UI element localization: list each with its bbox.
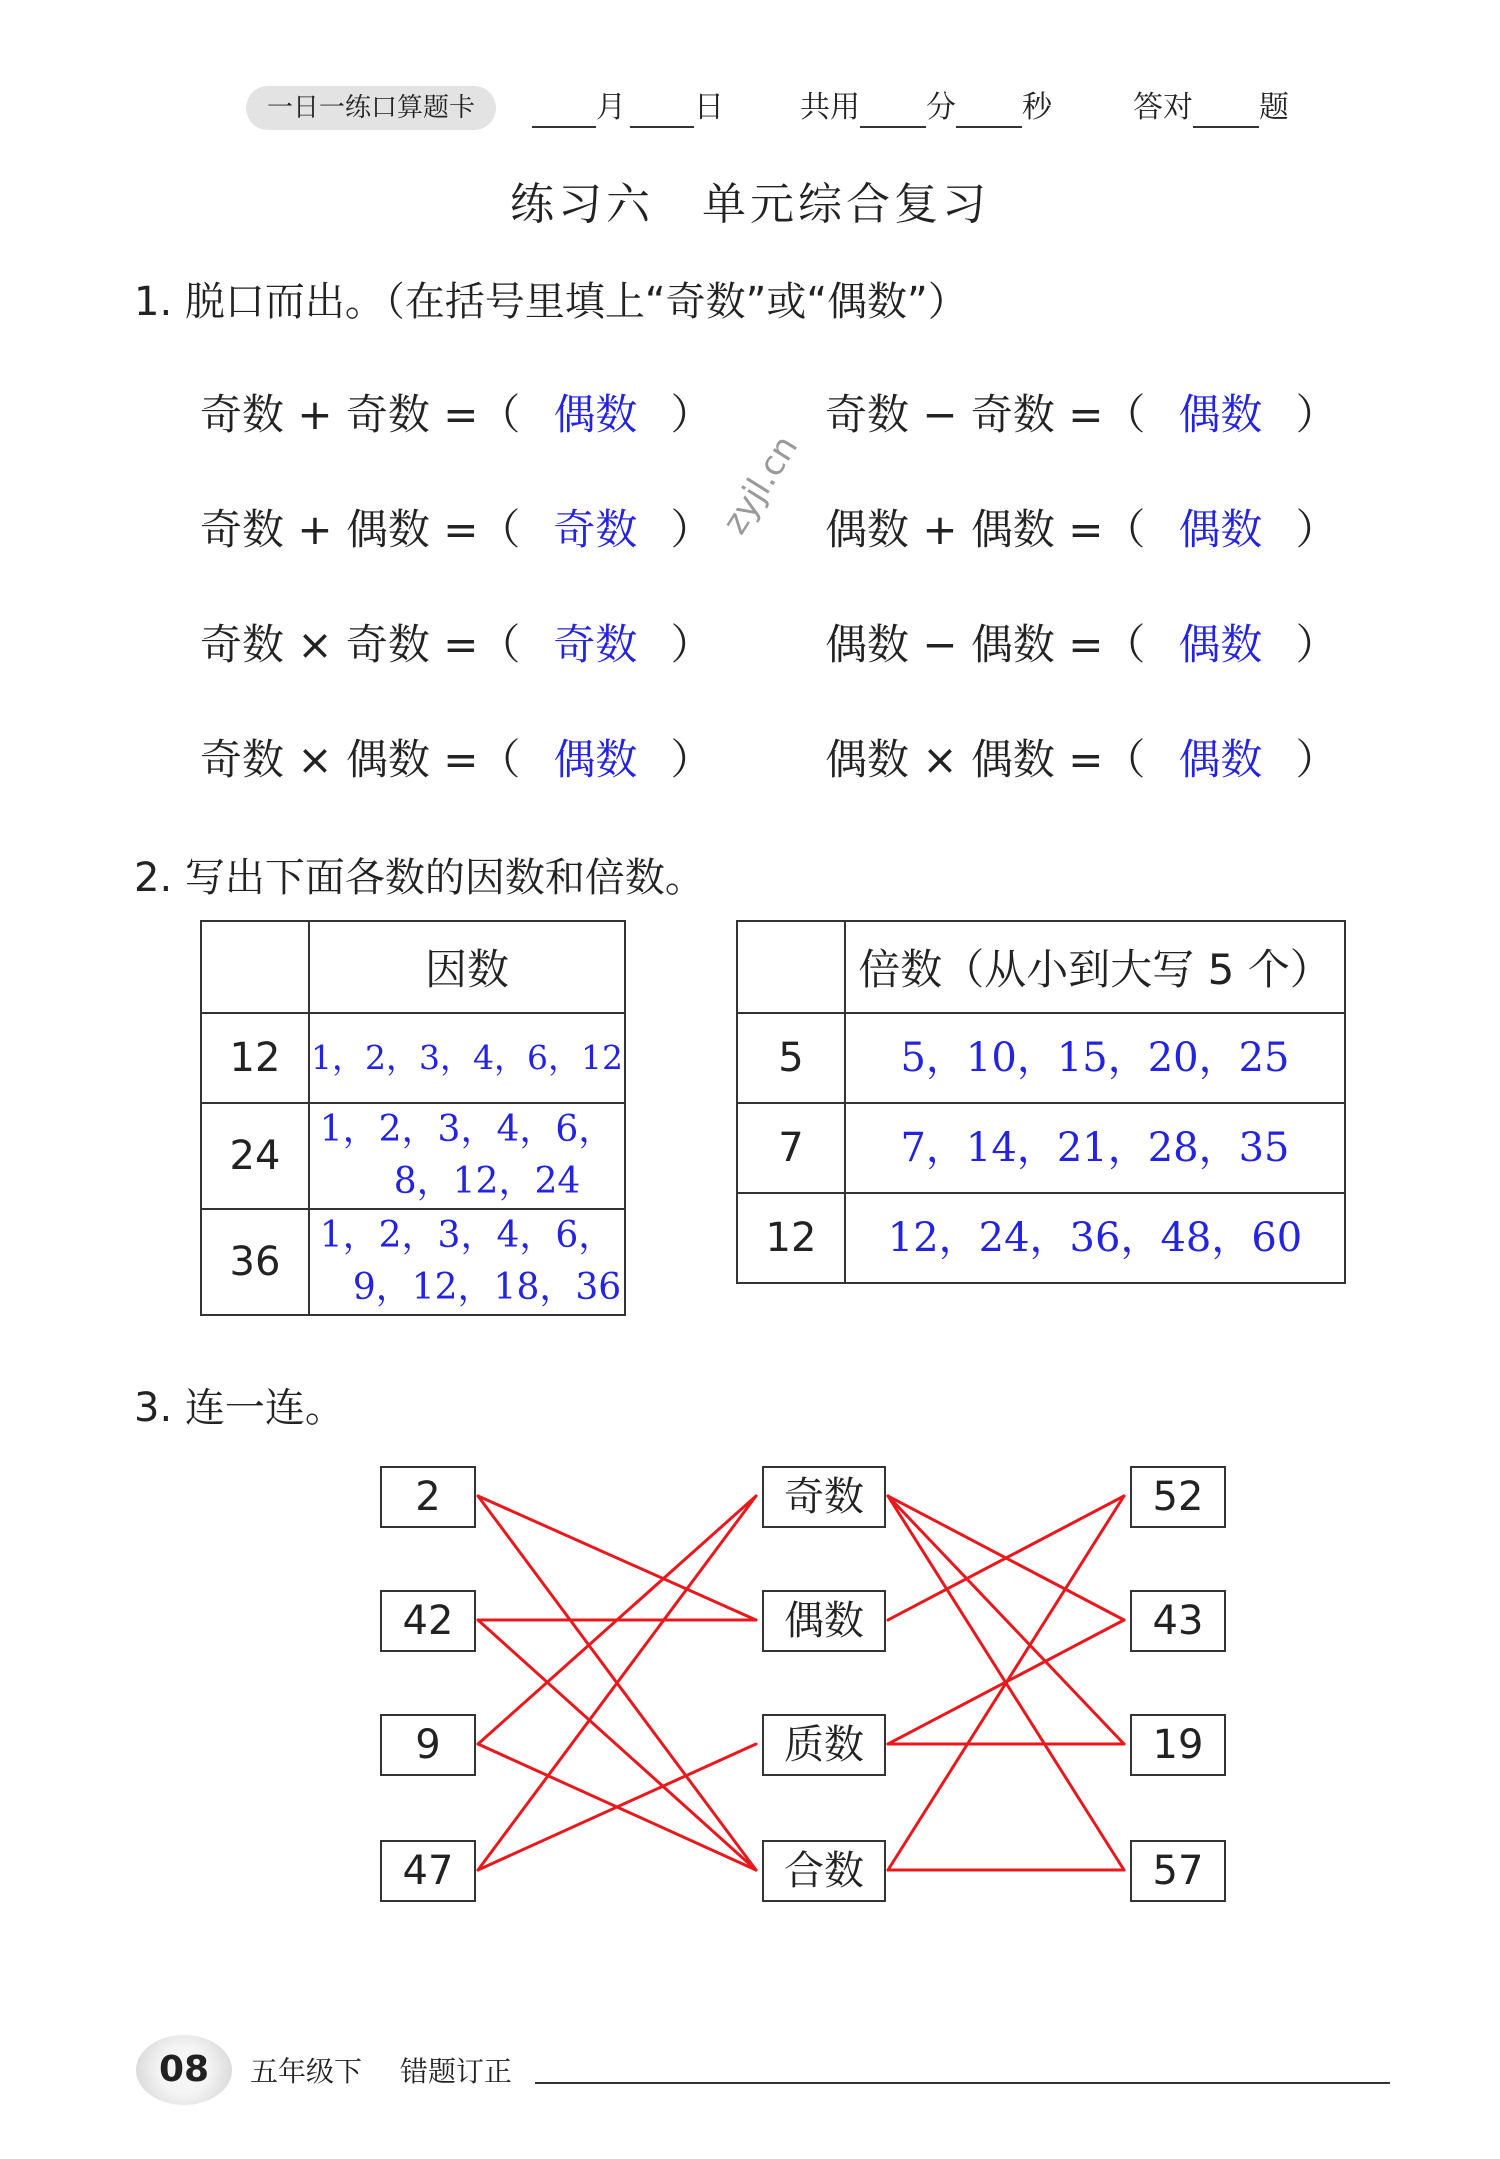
correction-line <box>535 2082 1390 2084</box>
equation-answer: 偶数 <box>553 390 638 439</box>
equation-answer: 奇数 <box>553 620 638 669</box>
equation-expression: 奇数 × 奇数 =（ <box>200 620 521 669</box>
daily-practice-badge: 一日一练口算题卡 <box>246 86 496 130</box>
equation-expression: 偶数 − 偶数 =（ <box>825 620 1146 669</box>
equation-expression: 奇数 + 偶数 =（ <box>200 505 521 554</box>
date-month-field: 月 <box>532 88 626 128</box>
factors-header: 因数 <box>309 921 625 1013</box>
equation-expression: 奇数 − 奇数 =（ <box>825 390 1146 439</box>
equation-expression: 偶数 × 偶数 =（ <box>825 735 1146 784</box>
equation-answer: 偶数 <box>1178 390 1263 439</box>
equation-close-paren: ） <box>1295 620 1338 669</box>
middle-box: 质数 <box>762 1714 886 1776</box>
factors-line-1: 1，2，3，4，6， <box>319 1215 615 1256</box>
match-line-middle-奇数-to-right-19 <box>888 1496 1124 1744</box>
left-box: 47 <box>380 1840 476 1902</box>
factors-line-2: 9，12，18，36 <box>352 1267 622 1308</box>
date-day-field: 日 <box>630 88 724 128</box>
factors-line-2: 8，12，24 <box>393 1161 581 1202</box>
number-cell: 24 <box>201 1103 309 1209</box>
equation-answer: 奇数 <box>553 505 638 554</box>
equation-answer: 偶数 <box>1178 620 1263 669</box>
right-box: 57 <box>1130 1840 1226 1902</box>
right-box: 43 <box>1130 1590 1226 1652</box>
watermark: zyjl.cn <box>715 428 807 542</box>
equation-answer: 偶数 <box>1178 735 1263 784</box>
left-box: 2 <box>380 1466 476 1528</box>
right-box: 19 <box>1130 1714 1226 1776</box>
number-cell: 12 <box>737 1193 845 1283</box>
left-box: 9 <box>380 1714 476 1776</box>
match-line-left-42-to-middle-合数 <box>478 1620 756 1870</box>
equation-answer: 偶数 <box>1178 505 1263 554</box>
correction-label: 错题订正 <box>400 2055 513 2088</box>
equation-expression: 奇数 + 奇数 =（ <box>200 390 521 439</box>
equation-expression: 偶数 + 偶数 =（ <box>825 505 1146 554</box>
question-1-prompt: 1. 脱口而出。（在括号里填上“奇数”或“偶数”） <box>134 279 968 325</box>
multiples-value: 5，10，15，20，25 <box>845 1013 1345 1103</box>
number-cell: 7 <box>737 1103 845 1193</box>
number-cell: 36 <box>201 1209 309 1315</box>
page-title: 练习六 单元综合复习 <box>510 179 990 230</box>
equation-close-paren: ） <box>670 735 713 784</box>
right-box: 52 <box>1130 1466 1226 1528</box>
factors-value: 1，2，3，4，6，12 <box>309 1013 625 1103</box>
equation-close-paren: ） <box>670 390 713 439</box>
middle-box: 偶数 <box>762 1590 886 1652</box>
number-cell: 5 <box>737 1013 845 1103</box>
multiples-value: 12，24，36，48，60 <box>845 1193 1345 1283</box>
equation-answer: 偶数 <box>553 735 638 784</box>
grade-label: 五年级下 <box>250 2055 363 2088</box>
match-line-left-2-to-middle-偶数 <box>478 1496 756 1620</box>
page-number: 08 <box>136 2035 232 2105</box>
middle-box: 奇数 <box>762 1466 886 1528</box>
question-3-prompt: 3. 连一连。 <box>134 1385 345 1431</box>
multiples-header: 倍数（从小到大写 5 个） <box>845 921 1345 1013</box>
middle-box: 合数 <box>762 1840 886 1902</box>
equation-close-paren: ） <box>1295 735 1338 784</box>
time-used-field: 共用 分 秒 <box>800 88 1052 128</box>
equation-close-paren: ） <box>1295 390 1338 439</box>
factors-line-1: 1，2，3，4，6， <box>319 1109 615 1150</box>
multiples-value: 7，14，21，28，35 <box>845 1103 1345 1193</box>
equation-close-paren: ） <box>670 620 713 669</box>
equation-close-paren: ） <box>1295 505 1338 554</box>
number-cell: 12 <box>201 1013 309 1103</box>
question-2-prompt: 2. 写出下面各数的因数和倍数。 <box>134 855 705 901</box>
equation-close-paren: ） <box>670 505 713 554</box>
equation-expression: 奇数 × 偶数 =（ <box>200 735 521 784</box>
left-box: 42 <box>380 1590 476 1652</box>
correct-count-field: 答对 题 <box>1133 88 1289 128</box>
